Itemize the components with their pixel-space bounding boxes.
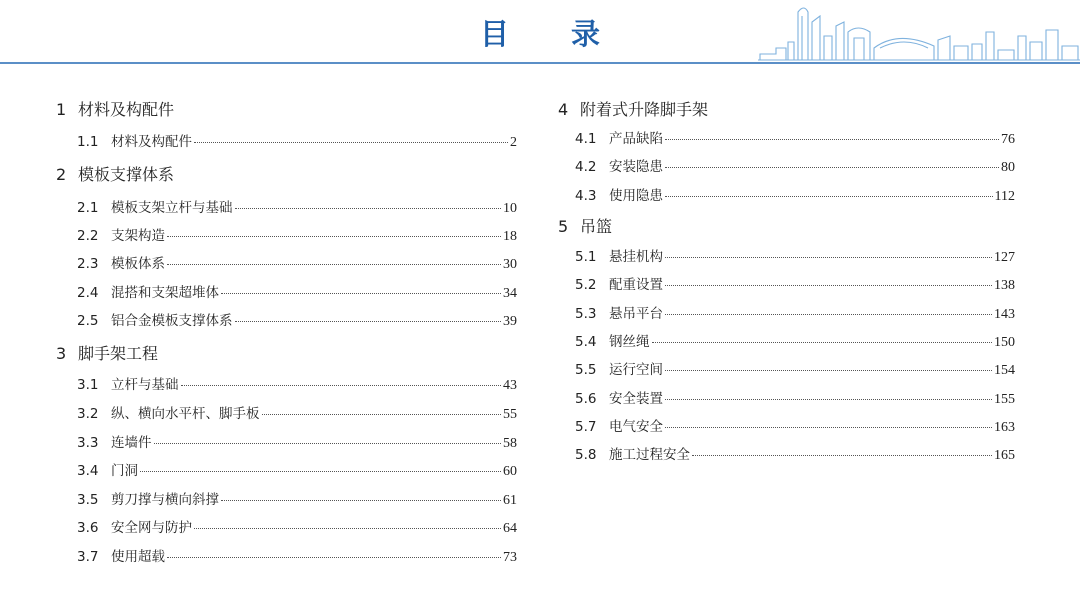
dot-leader — [665, 196, 993, 197]
dot-leader — [665, 139, 999, 140]
city-skyline-illustration — [758, 2, 1080, 64]
page-title: 目 录 — [479, 17, 627, 51]
toc-entry[interactable]: 2.2 支架构造 18 — [77, 228, 517, 244]
dot-leader — [665, 314, 992, 315]
toc-entry[interactable]: 5.4 钢丝绳 150 — [575, 334, 1015, 350]
dot-leader — [665, 285, 992, 286]
toc-entry[interactable]: 4.2 安装隐患 80 — [575, 159, 1015, 175]
toc-entry[interactable]: 5.2 配重设置 138 — [575, 277, 1015, 293]
toc-entry[interactable]: 5.8 施工过程安全 165 — [575, 447, 1015, 463]
toc-entry[interactable]: 3.4 门洞 60 — [77, 463, 517, 479]
dot-leader — [140, 471, 501, 472]
toc-section-1[interactable]: 1 材料及构配件 — [56, 100, 175, 119]
dot-leader — [665, 370, 992, 371]
toc-entry[interactable]: 2.4 混搭和支架超堆体 34 — [77, 285, 517, 301]
toc-section-2[interactable]: 2 模板支撑体系 — [56, 165, 175, 184]
toc-entry[interactable]: 3.7 使用超载 73 — [77, 549, 517, 565]
toc-entry[interactable]: 5.1 悬挂机构 127 — [575, 249, 1015, 265]
dot-leader — [221, 500, 501, 501]
dot-leader — [235, 321, 502, 322]
dot-leader — [665, 427, 992, 428]
toc-entry[interactable]: 5.5 运行空间 154 — [575, 362, 1015, 378]
header-rule — [0, 62, 1080, 64]
toc-section-4[interactable]: 4 附着式升降脚手架 — [558, 100, 709, 119]
toc-entry[interactable]: 2.5 铝合金模板支撑体系 39 — [77, 313, 517, 329]
dot-leader — [665, 399, 992, 400]
toc-entry[interactable]: 2.1 模板支架立杆与基础 10 — [77, 200, 517, 216]
dot-leader — [665, 257, 992, 258]
toc-entry[interactable]: 5.3 悬吊平台 143 — [575, 306, 1015, 322]
dot-leader — [167, 236, 501, 237]
dot-leader — [154, 443, 502, 444]
dot-leader — [652, 342, 993, 343]
toc-entry[interactable]: 4.3 使用隐患 112 — [575, 188, 1015, 204]
toc-entry[interactable]: 3.5 剪刀撑与横向斜撑 61 — [77, 492, 517, 508]
toc-entry[interactable]: 5.6 安全装置 155 — [575, 391, 1015, 407]
toc-entry[interactable]: 4.1 产品缺陷 76 — [575, 131, 1015, 147]
dot-leader — [167, 557, 501, 558]
dot-leader — [194, 142, 508, 143]
toc-section-3[interactable]: 3 脚手架工程 — [56, 344, 159, 363]
toc-entry[interactable]: 5.7 电气安全 163 — [575, 419, 1015, 435]
toc-section-5[interactable]: 5 吊篮 — [558, 217, 613, 236]
toc-entry[interactable]: 3.3 连墙件 58 — [77, 435, 517, 451]
toc-entry[interactable]: 3.6 安全网与防护 64 — [77, 520, 517, 536]
dot-leader — [181, 385, 502, 386]
toc-entry[interactable]: 3.2 纵、横向水平杆、脚手板 55 — [77, 406, 517, 422]
toc-entry[interactable]: 2.3 模板体系 30 — [77, 256, 517, 272]
toc-entry[interactable]: 3.1 立杆与基础 43 — [77, 377, 517, 393]
dot-leader — [221, 293, 501, 294]
dot-leader — [665, 167, 999, 168]
dot-leader — [692, 455, 992, 456]
dot-leader — [262, 414, 502, 415]
dot-leader — [167, 264, 501, 265]
toc-entry[interactable]: 1.1 材料及构配件 2 — [77, 134, 517, 150]
header — [0, 0, 1080, 66]
dot-leader — [194, 528, 501, 529]
dot-leader — [235, 208, 502, 209]
